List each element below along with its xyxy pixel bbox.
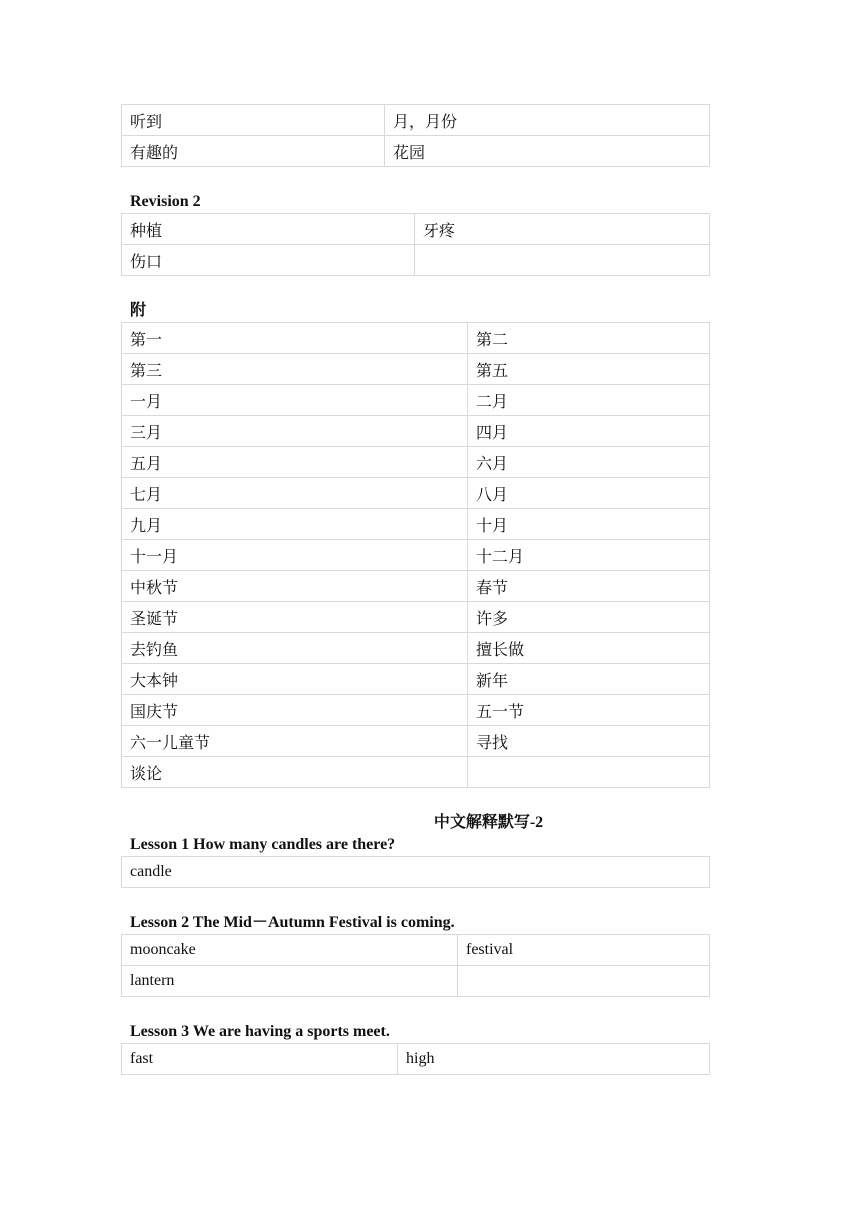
table-cell: 国庆节	[122, 695, 468, 726]
table-row	[122, 354, 710, 385]
table-row	[122, 966, 710, 997]
table-cell: 十月	[468, 509, 710, 540]
table-cell: high	[398, 1044, 710, 1075]
table-row	[122, 757, 710, 788]
table-row	[122, 478, 710, 509]
table-cell: 八月	[468, 478, 710, 509]
table-row	[122, 105, 710, 136]
table-cell: 十二月	[468, 540, 710, 571]
table-cell: 春节	[468, 571, 710, 602]
table-cell: 伤口	[122, 245, 415, 276]
table-cell: 圣诞节	[122, 602, 468, 633]
table-row	[122, 385, 710, 416]
table-row	[122, 571, 710, 602]
lesson-2-heading: Lesson 2 The Mid－Autumn Festival is coming.	[130, 914, 455, 931]
lesson-2-table	[121, 934, 710, 997]
table-row	[122, 726, 710, 757]
table-cell: 第一	[122, 323, 468, 354]
table-cell: 许多	[468, 602, 710, 633]
table-cell: candle	[122, 857, 710, 888]
table-row	[122, 509, 710, 540]
table-cell: 五一节	[468, 695, 710, 726]
table-row	[122, 602, 710, 633]
table-cell: 听到	[122, 105, 385, 136]
vocab-table-top	[121, 104, 710, 167]
table-cell: 牙疼	[415, 214, 710, 245]
table-row	[122, 447, 710, 478]
table-cell: 去钓鱼	[122, 633, 468, 664]
table-cell: 月，月份	[385, 105, 710, 136]
table-cell: lantern	[122, 966, 458, 997]
table-cell: 中秋节	[122, 571, 468, 602]
table-cell: 十一月	[122, 540, 468, 571]
table-cell: 一月	[122, 385, 468, 416]
table-cell: 擅长做	[468, 633, 710, 664]
table-cell	[415, 245, 710, 276]
table-cell	[458, 966, 710, 997]
table-cell: 第二	[468, 323, 710, 354]
table-row	[122, 633, 710, 664]
table-cell	[468, 757, 710, 788]
table-cell: 寻找	[468, 726, 710, 757]
table-cell: festival	[458, 935, 710, 966]
table-cell: 五月	[122, 447, 468, 478]
table-row	[122, 1044, 710, 1075]
appendix-heading: 附	[130, 302, 147, 319]
table-cell: 有趣的	[122, 136, 385, 167]
table-cell: 大本钟	[122, 664, 468, 695]
table-cell: 七月	[122, 478, 468, 509]
table-row	[122, 695, 710, 726]
table-cell: fast	[122, 1044, 398, 1075]
table-cell: 六月	[468, 447, 710, 478]
table-row	[122, 664, 710, 695]
table-cell: 花园	[385, 136, 710, 167]
appendix-table	[121, 322, 710, 788]
table-row	[122, 935, 710, 966]
lesson-1-table	[121, 856, 710, 888]
lesson-3-heading: Lesson 3 We are having a sports meet.	[130, 1023, 390, 1040]
table-cell: 谈论	[122, 757, 468, 788]
table-row	[122, 245, 710, 276]
revision-2-table	[121, 213, 710, 276]
table-row	[122, 323, 710, 354]
table-cell: 第五	[468, 354, 710, 385]
table-row	[122, 136, 710, 167]
table-cell: 三月	[122, 416, 468, 447]
table-row	[122, 416, 710, 447]
section-title: 中文解释默写-2	[433, 814, 544, 831]
table-cell: 第三	[122, 354, 468, 385]
table-cell: 四月	[468, 416, 710, 447]
table-cell: mooncake	[122, 935, 458, 966]
table-row	[122, 540, 710, 571]
lesson-1-heading: Lesson 1 How many candles are there?	[130, 836, 396, 853]
table-cell: 六一儿童节	[122, 726, 468, 757]
table-row	[122, 214, 710, 245]
document-page	[121, 104, 709, 1075]
table-cell: 九月	[122, 509, 468, 540]
table-cell: 新年	[468, 664, 710, 695]
table-cell: 二月	[468, 385, 710, 416]
lesson-3-table	[121, 1043, 710, 1075]
revision-2-heading: Revision 2	[130, 193, 201, 210]
table-cell: 种植	[122, 214, 415, 245]
table-row	[122, 857, 710, 888]
